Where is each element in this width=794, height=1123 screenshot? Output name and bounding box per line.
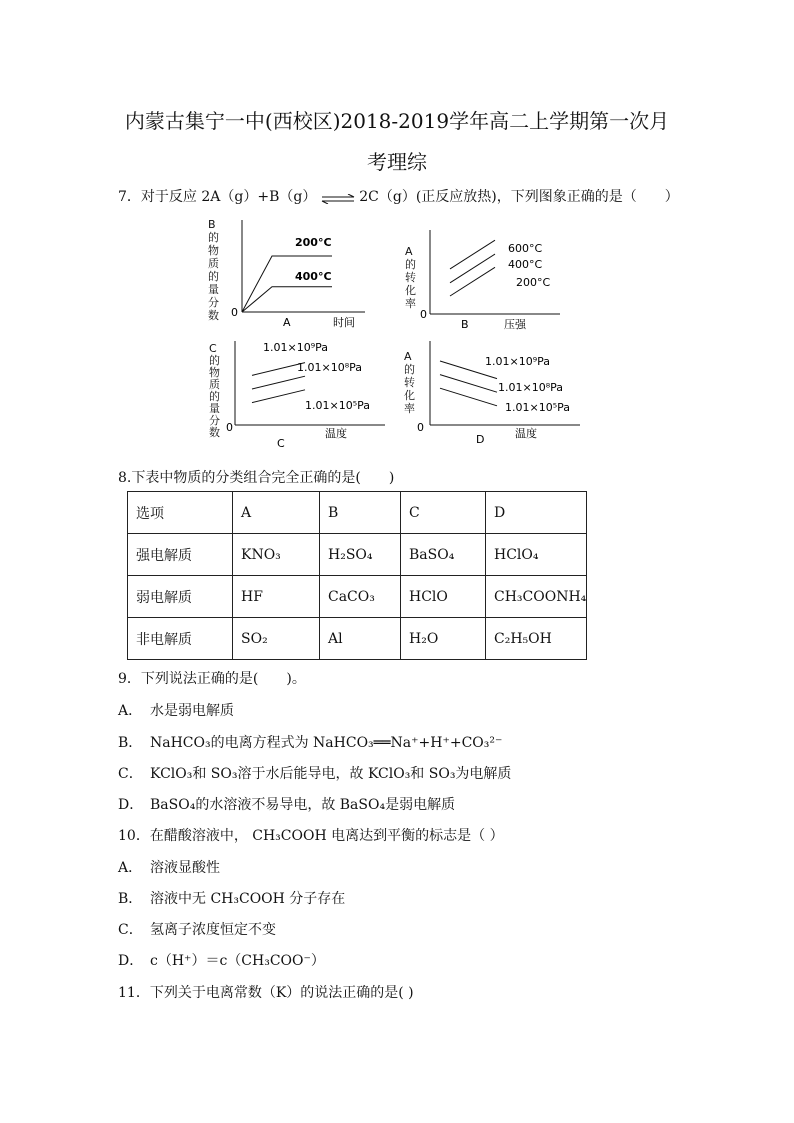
table-cell: BaSO₄ (401, 534, 486, 576)
chart-d-ylabel: A的转化率 (404, 350, 415, 415)
table-header-row (128, 492, 587, 534)
chart-c-xlabel: 温度 (325, 427, 347, 440)
table-cell: C₂H₅OH (486, 618, 587, 660)
chart-b (400, 222, 570, 334)
table-row (128, 576, 587, 618)
document-title-line2: 考理综 (367, 150, 427, 174)
table-cell: 选项 (128, 492, 233, 534)
question-9-option-d (118, 794, 455, 814)
chart-a (205, 212, 375, 334)
series-line-2 (252, 376, 305, 389)
chart-b-xlabel: 压强 (504, 318, 526, 331)
table-cell: HClO (401, 576, 486, 618)
table-cell: 非电解质 (128, 618, 233, 660)
question-10-option-c (118, 919, 276, 939)
chart-a-ylabel: B的物质的量分数 (208, 218, 219, 322)
series-label-1: 1.01×10⁹Pa (263, 341, 328, 354)
option-label: D． (118, 797, 144, 813)
chart-c (205, 335, 395, 450)
series-line-3 (252, 390, 305, 403)
series-line-3 (450, 267, 495, 296)
question-8: 8.下表中物质的分类组合完全正确的是( ) (118, 470, 395, 486)
series-label-1: 600°C (508, 242, 543, 255)
series-line-2 (440, 375, 497, 393)
question-11: 11．下列关于电离常数（K）的说法正确的是( ) (118, 985, 414, 1001)
chart-a-xlabel: 时间 (333, 316, 355, 329)
series-label-2: 1.01×10⁸Pa (498, 381, 563, 394)
question-7-suffix: 2C（g）(正反应放热)，下列图象正确的是（ ） (359, 189, 679, 205)
table-cell: KNO₃ (233, 534, 320, 576)
option-text: 水是弱电解质 (150, 703, 234, 719)
question-7-prefix: 7．对于反应 2A（g）+B（g） (118, 189, 317, 205)
table-cell: CaCO₃ (320, 576, 401, 618)
option-label: D． (118, 953, 144, 969)
chart-d-xlabel: 温度 (515, 427, 537, 440)
series-label-1: 200°C (295, 236, 332, 249)
question-10-option-d (118, 950, 325, 970)
chart-d (400, 335, 590, 450)
question-9-option-c (118, 763, 511, 783)
table-cell: CH₃COONH₄ (486, 576, 587, 618)
series-line-1 (242, 256, 332, 312)
chart-a-origin: 0 (231, 306, 238, 319)
series-label-2: 1.01×10⁸Pa (297, 361, 362, 374)
option-text: c（H⁺）＝c（CH₃COO⁻） (150, 953, 325, 969)
chart-c-panel-label: C (277, 437, 285, 450)
series-line-3 (440, 388, 497, 406)
table-cell: H₂O (401, 618, 486, 660)
table-cell: HF (233, 576, 320, 618)
option-text: 氢离子浓度恒定不变 (150, 922, 276, 938)
table-cell: 强电解质 (128, 534, 233, 576)
option-label: B． (118, 735, 143, 751)
table-cell: A (233, 492, 320, 534)
chart-b-panel-label: B (461, 318, 469, 331)
series-label-3: 1.01×10⁵Pa (505, 401, 570, 414)
chart-b-origin: 0 (420, 308, 427, 321)
option-text: 溶液中无 CH₃COOH 分子存在 (150, 891, 346, 907)
classification-table (127, 491, 587, 660)
series-label-1: 1.01×10⁹Pa (485, 355, 550, 368)
chart-b-ylabel: A的转化率 (405, 245, 416, 310)
question-10-option-a (118, 857, 220, 877)
question-9: 9．下列说法正确的是( )。 (118, 671, 306, 687)
table-row (128, 534, 587, 576)
table-cell: SO₂ (233, 618, 320, 660)
table-cell: D (486, 492, 587, 534)
document-title-line1: 内蒙古集宁一中(西校区)2018-2019学年高二上学期第一次月 (124, 109, 670, 133)
question-9-option-a (118, 700, 234, 720)
series-label-3: 1.01×10⁵Pa (305, 399, 370, 412)
chart-d-panel-label: D (476, 433, 485, 446)
series-line-2 (242, 287, 332, 312)
question-10: 10．在醋酸溶液中， CH₃COOH 电离达到平衡的标志是（ ） (118, 828, 504, 844)
equilibrium-arrow-icon (321, 192, 355, 202)
question-7 (118, 186, 679, 206)
table-cell: H₂SO₄ (320, 534, 401, 576)
question-10-option-b (118, 888, 345, 908)
series-line-1 (450, 240, 495, 269)
option-label: C． (118, 766, 143, 782)
option-label: A． (118, 703, 143, 719)
series-label-3: 200°C (516, 276, 551, 289)
series-label-2: 400°C (295, 270, 332, 283)
table-cell: Al (320, 618, 401, 660)
option-text: KClO₃和 SO₃溶于水后能导电，故 KClO₃和 SO₃为电解质 (150, 766, 512, 782)
series-label-2: 400°C (508, 258, 543, 271)
chart-d-origin: 0 (417, 421, 424, 434)
table-cell: C (401, 492, 486, 534)
table-row (128, 618, 587, 660)
option-text: NaHCO₃的电离方程式为 NaHCO₃══Na⁺+H⁺+CO₃²⁻ (150, 735, 503, 751)
question-9-option-b (118, 732, 502, 752)
option-label: C． (118, 922, 143, 938)
table-cell: 弱电解质 (128, 576, 233, 618)
option-label: A． (118, 860, 143, 876)
chart-c-origin: 0 (226, 421, 233, 434)
table-cell: B (320, 492, 401, 534)
series-line-2 (450, 254, 495, 283)
table-cell: HClO₄ (486, 534, 587, 576)
option-label: B． (118, 891, 143, 907)
option-text: 溶液显酸性 (150, 860, 220, 876)
chart-a-panel-label: A (283, 316, 291, 329)
option-text: BaSO₄的水溶液不易导电，故 BaSO₄是弱电解质 (150, 797, 456, 813)
chart-c-ylabel: C的物质的量分数 (209, 342, 220, 439)
